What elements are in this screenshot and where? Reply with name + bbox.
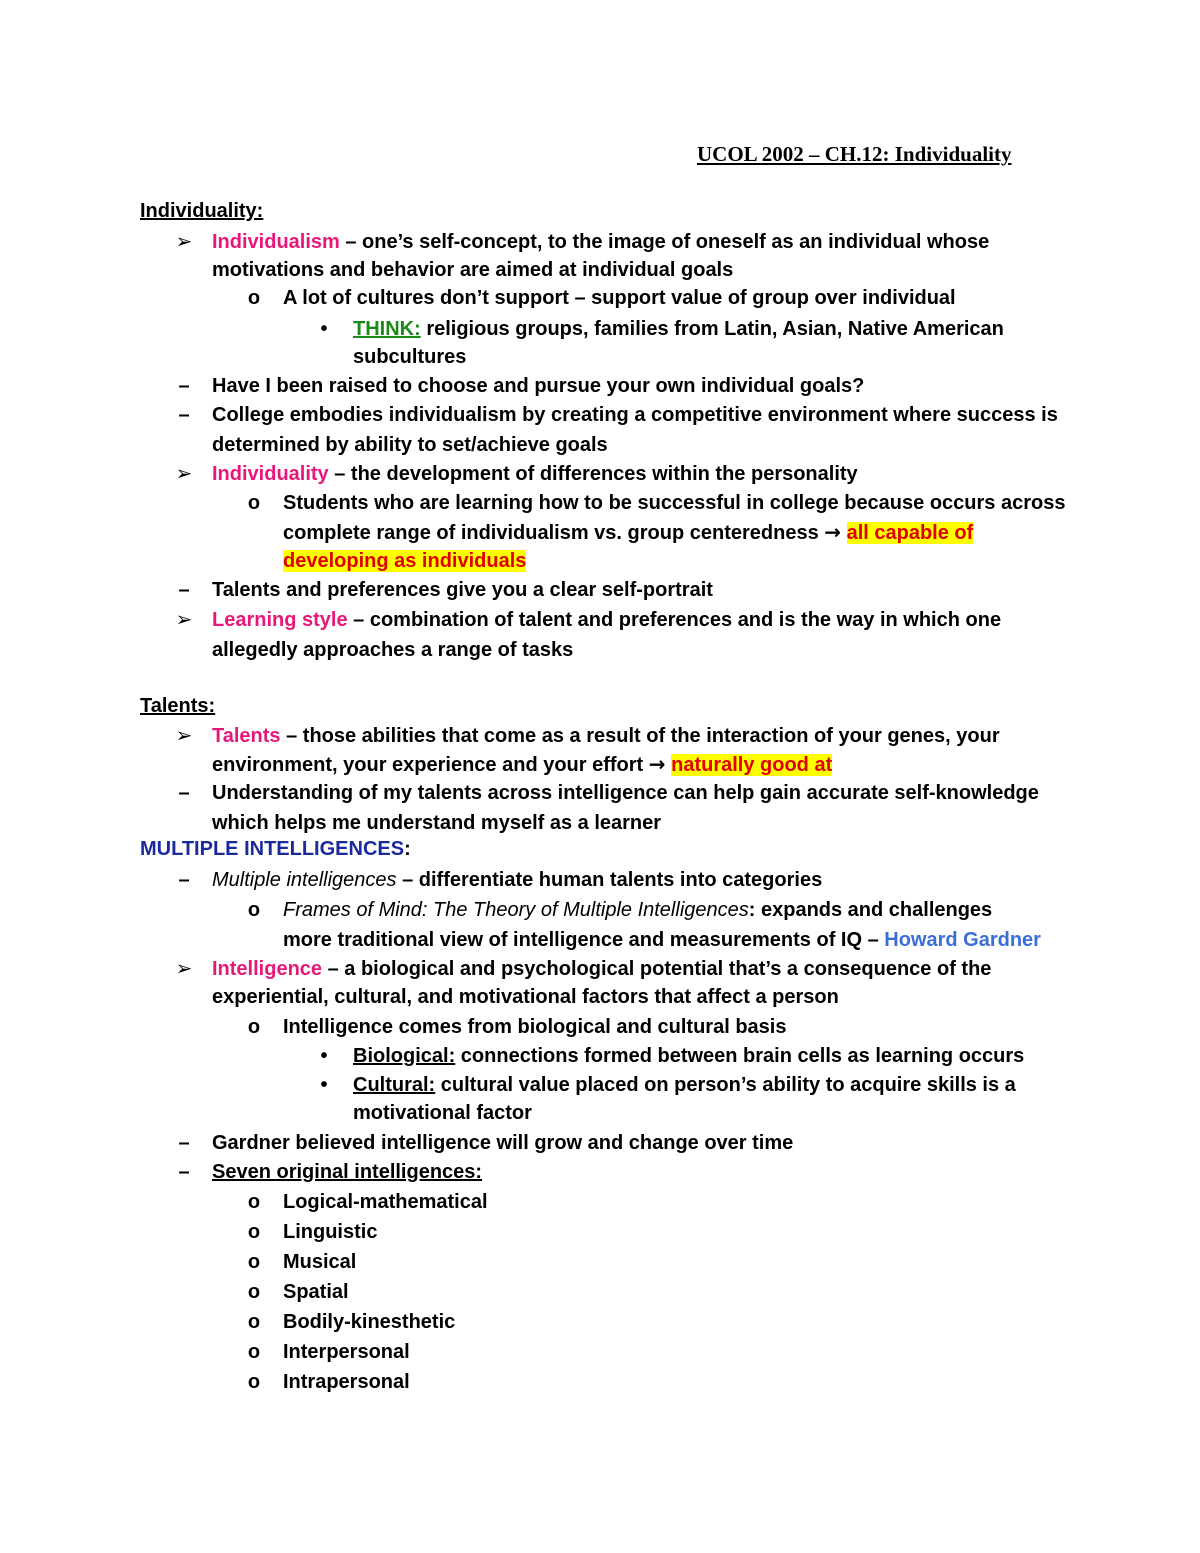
dot-bullet-icon: • [320,318,328,340]
term-talents: Talents [212,725,281,747]
think-label: THINK: [353,318,421,340]
list-item: Individualism – one’s self-concept, to the image of oneself as an individual whose [212,231,990,253]
list-item: Have I been raised to choose and pursue your own individual goals? [212,375,865,397]
list-item: Biological: connections formed between brain cells as learning occurs [353,1045,1025,1067]
dash-bullet-icon: – [178,1161,190,1183]
list-item: Intelligence – a biological and psychological potential that’s a consequence of the [212,958,992,980]
list-item-continued: more traditional view of intelligence and measurements of IQ – Howard Gardner [283,929,1041,951]
list-item-continued: motivations and behavior are aimed at individual goals [212,259,734,281]
dash-bullet-icon: – [178,782,190,804]
term-individuality: Individuality [212,463,329,485]
term-cultural: Cultural: [353,1074,436,1096]
intelligence-item: Intrapersonal [283,1371,410,1393]
circle-bullet-icon: o [247,899,261,921]
list-item-continued: allegedly approaches a range of tasks [212,639,574,661]
arrow-bullet-icon: ➢ [175,725,193,747]
intelligence-item: Interpersonal [283,1341,410,1363]
dash-bullet-icon: – [178,375,190,397]
author-name: Howard Gardner [884,929,1041,951]
dot-bullet-icon: • [320,1045,328,1067]
circle-bullet-icon: o [247,1191,261,1213]
list-item: Multiple intelligences – differentiate human talents into categories [212,869,823,891]
circle-bullet-icon: o [247,1251,261,1273]
list-item-continued [283,547,526,575]
circle-bullet-icon: o [247,1341,261,1363]
dash-bullet-icon: – [178,579,190,601]
list-item: Intelligence comes from biological and cultural basis [283,1016,787,1038]
list-item-continued: motivational factor [353,1102,532,1124]
dash-bullet-icon: – [178,404,190,426]
list-item: Gardner believed intelligence will grow and change over time [212,1132,794,1154]
list-item: Learning style – combination of talent and preferences and is the way in which one [212,609,1002,631]
list-item: Talents and preferences give you a clear self-portrait [212,579,713,601]
term-intelligence: Intelligence [212,958,323,980]
intelligence-item: Bodily-kinesthetic [283,1311,456,1333]
list-item-continued: which helps me understand myself as a learner [212,812,662,834]
list-item-continued: complete range of individualism vs. group centeredness → all capable of [283,520,974,544]
circle-bullet-icon: o [247,1016,261,1038]
list-item: A lot of cultures don’t support – support value of group over individual [283,287,956,309]
dash-bullet-icon: – [178,1132,190,1154]
term-individualism: Individualism [212,231,340,253]
term-biological: Biological: [353,1045,456,1067]
arrow-bullet-icon: ➢ [175,958,193,980]
term-learning-style: Learning style [212,609,348,631]
list-item: College embodies individualism by creating a competitive environment where success is [212,404,1058,426]
list-item-continued: subcultures [353,346,467,368]
individuality-heading: Individuality: [140,200,264,222]
arrow-bullet-icon: ➢ [175,609,193,631]
dot-bullet-icon: • [320,1074,328,1096]
highlight-text: developing as individuals [283,550,527,572]
circle-bullet-icon: o [247,492,261,514]
right-arrow-icon: → [648,752,666,776]
list-item: Understanding of my talents across intelligence can help gain accurate self-knowledge [212,782,1039,804]
list-item: Seven original intelligences: [212,1161,483,1183]
intelligence-item: Musical [283,1251,357,1273]
circle-bullet-icon: o [247,1221,261,1243]
arrow-bullet-icon: ➢ [175,463,193,485]
list-item-continued: determined by ability to set/achieve goals [212,434,608,456]
list-item: Individuality – the development of differences within the personality [212,463,858,485]
dash-bullet-icon: – [178,869,190,891]
list-item: Cultural: cultural value placed on person’s ability to acquire skills is a [353,1074,1016,1096]
highlight-text: all capable of [846,522,974,544]
intelligence-item: Linguistic [283,1221,378,1243]
list-item: Frames of Mind: The Theory of Multiple Intelligences: expands and challenges [283,899,993,921]
arrow-bullet-icon: ➢ [175,231,193,253]
highlight-text: naturally good at [671,754,833,776]
document-title: UCOL 2002 – CH.12: Individuality [697,142,1012,166]
list-item-continued: experiential, cultural, and motivational factors that affect a person [212,986,839,1008]
list-item: Talents – those abilities that come as a result of the interaction of your genes, your [212,725,1000,747]
intelligence-item: Spatial [283,1281,349,1303]
right-arrow-icon: → [824,520,842,544]
talents-heading: Talents: [140,695,216,717]
list-item-continued: environment, your experience and your effort → naturally good at [212,752,833,776]
circle-bullet-icon: o [247,1281,261,1303]
list-item: THINK: religious groups, families from Latin, Asian, Native American [353,318,1004,340]
circle-bullet-icon: o [247,1371,261,1393]
circle-bullet-icon: o [247,287,261,309]
circle-bullet-icon: o [247,1311,261,1333]
multiple-intelligences-heading: MULTIPLE INTELLIGENCES: [140,838,411,860]
intelligence-item: Logical-mathematical [283,1191,488,1213]
list-item: Students who are learning how to be successful in college because occurs across [283,492,1066,514]
